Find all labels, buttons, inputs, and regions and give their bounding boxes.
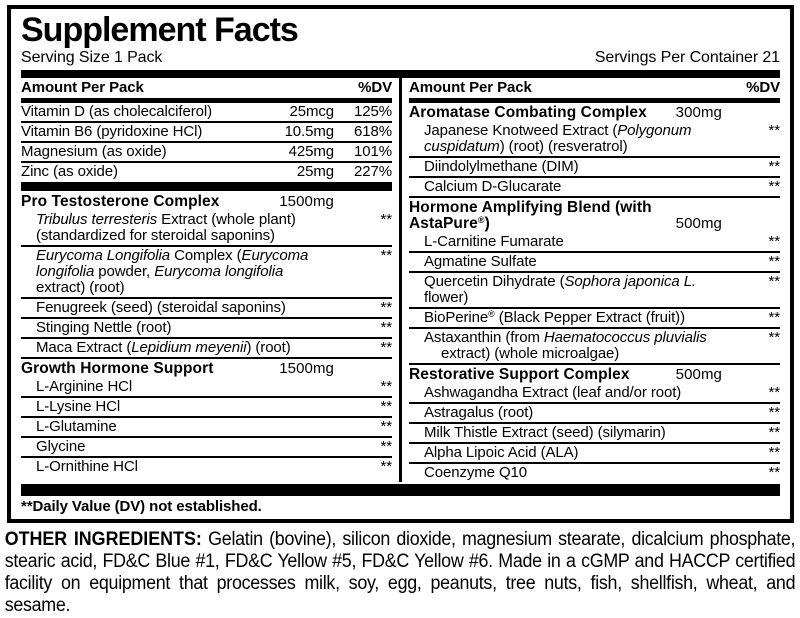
text-segment: Calcium D-Glucarate bbox=[424, 178, 562, 195]
ingredient-row bbox=[409, 327, 780, 363]
ingredient-dv: ** bbox=[380, 211, 392, 228]
text-segment: Pro Testosterone Complex bbox=[21, 193, 220, 210]
text-segment: (Black Pepper Extract (fruit)) bbox=[494, 309, 685, 326]
section-header bbox=[409, 103, 780, 122]
ingredient-row bbox=[21, 436, 392, 456]
ingredient-dv: ** bbox=[768, 444, 780, 461]
panel-title: Supplement Facts bbox=[21, 11, 298, 49]
nutrient-amount: 10.5mg bbox=[284, 123, 334, 140]
text-segment: ) bbox=[484, 215, 490, 232]
text-segment: Vitamin D (as cholecalciferol) bbox=[21, 103, 212, 120]
ingredient-name bbox=[409, 254, 722, 270]
ingredient-dv: ** bbox=[380, 319, 392, 336]
section-amount: 500mg bbox=[675, 215, 722, 232]
ingredient-name bbox=[21, 379, 334, 395]
text-segment: flower) bbox=[424, 289, 469, 306]
ingredient-dv: ** bbox=[768, 273, 780, 290]
serving-size-label: Serving Size 1 Pack bbox=[21, 49, 163, 66]
column-blocks bbox=[21, 103, 392, 476]
text-segment: Complex ( bbox=[170, 247, 242, 264]
nutrient-dv: 618% bbox=[354, 123, 392, 140]
other-ingredients bbox=[0, 529, 800, 617]
ingredient-name bbox=[409, 234, 722, 250]
ingredient-row bbox=[409, 307, 780, 327]
section-amount: 1500mg bbox=[279, 193, 334, 210]
text-segment: extract) (whole microalgae) bbox=[441, 345, 620, 362]
ingredient-row bbox=[21, 416, 392, 436]
section-header bbox=[21, 192, 392, 211]
ingredient-dv: ** bbox=[768, 178, 780, 195]
nutrient-rows bbox=[21, 103, 392, 181]
text-segment: Agmatine Sulfate bbox=[424, 253, 537, 270]
text-segment: L-Lysine HCl bbox=[36, 398, 121, 415]
ingredient-name bbox=[409, 465, 722, 481]
supplement-facts-panel bbox=[7, 5, 794, 523]
column-header-row bbox=[409, 78, 780, 98]
facts-column-left bbox=[21, 78, 392, 482]
ingredient-name bbox=[21, 248, 334, 296]
ingredient-row bbox=[409, 422, 780, 442]
ingredient-row bbox=[409, 156, 780, 176]
dv-footnote: **Daily Value (DV) not established. bbox=[21, 498, 262, 515]
ingredient-name bbox=[409, 385, 722, 401]
ingredient-dv: ** bbox=[380, 398, 392, 415]
supplement-section bbox=[409, 103, 780, 196]
text-segment: Ashwagandha Extract (leaf and/or root) bbox=[424, 384, 682, 401]
nutrient-row bbox=[21, 161, 392, 181]
supplement-section bbox=[21, 357, 392, 476]
section-amount: 300mg bbox=[675, 104, 722, 121]
ingredient-dv: ** bbox=[768, 329, 780, 346]
ingredient-dv: ** bbox=[768, 384, 780, 401]
ingredient-name bbox=[21, 212, 334, 244]
text-segment: Magnesium (as oxide) bbox=[21, 143, 167, 160]
supplement-section bbox=[409, 196, 780, 363]
text-segment: L-Glutamine bbox=[36, 418, 117, 435]
text-segment: Tribulus terresteris bbox=[36, 211, 158, 228]
text-segment: Vitamin B6 (pyridoxine HCl) bbox=[21, 123, 203, 140]
text-segment: Hormone Amplifying Blend (with AstaPure bbox=[409, 199, 652, 232]
text-segment: Astaxanthin (from bbox=[424, 329, 544, 346]
ingredient-dv: ** bbox=[768, 158, 780, 175]
nutrient-dv: 101% bbox=[354, 143, 392, 160]
serving-info-row bbox=[21, 49, 780, 67]
ingredient-row bbox=[21, 396, 392, 416]
ingredient-row bbox=[409, 402, 780, 422]
ingredient-name bbox=[409, 405, 722, 421]
ingredient-dv: ** bbox=[768, 253, 780, 270]
column-header-row bbox=[21, 78, 392, 98]
ingredient-dv: ** bbox=[768, 233, 780, 250]
ingredient-dv: ** bbox=[380, 378, 392, 395]
ingredient-name bbox=[409, 274, 722, 306]
ingredient-name bbox=[409, 123, 722, 155]
text-segment: Extract (whole plant) (standardized for steroidal saponins) bbox=[36, 211, 296, 244]
text-segment: Lepidium meyenii bbox=[131, 339, 247, 356]
nutrient-amount: 25mcg bbox=[289, 103, 334, 120]
ingredient-name bbox=[409, 330, 722, 362]
ingredient-row bbox=[21, 378, 392, 396]
ingredient-row bbox=[409, 122, 780, 156]
section-title bbox=[21, 361, 264, 377]
column-divider bbox=[399, 78, 402, 482]
section-header bbox=[409, 198, 780, 233]
ingredient-name bbox=[409, 445, 722, 461]
text-segment: Zinc (as oxide) bbox=[21, 163, 118, 180]
thick-rule-top bbox=[21, 70, 780, 78]
nutrient-name bbox=[21, 164, 264, 180]
section-title bbox=[21, 194, 264, 210]
ingredient-name bbox=[21, 340, 334, 356]
ingredient-name bbox=[409, 179, 722, 195]
ingredient-row bbox=[21, 245, 392, 297]
ingredient-name bbox=[21, 439, 334, 455]
text-segment: Eurycoma Longifolia bbox=[36, 247, 171, 264]
ingredient-row bbox=[21, 297, 392, 317]
text-segment: Astragalus (root) bbox=[424, 404, 534, 421]
text-segment: Sophora japonica L. bbox=[564, 273, 697, 290]
ingredient-dv: ** bbox=[380, 339, 392, 356]
nutrient-amount: 425mg bbox=[288, 143, 334, 160]
nutrient-name bbox=[21, 124, 264, 140]
amount-per-pack-label: Amount Per Pack bbox=[409, 79, 532, 96]
text-segment: Fenugreek (seed) (steroidal saponins) bbox=[36, 299, 286, 316]
text-segment: Milk Thistle Extract (seed) (silymarin) bbox=[424, 424, 666, 441]
section-title bbox=[409, 200, 652, 232]
ingredient-dv: ** bbox=[380, 299, 392, 316]
text-segment: Quercetin Dihydrate ( bbox=[424, 273, 565, 290]
text-segment: Eurycoma longifolia bbox=[36, 247, 309, 280]
ingredient-row bbox=[21, 456, 392, 476]
ingredient-name bbox=[409, 159, 722, 175]
section-title bbox=[409, 105, 652, 121]
nutrient-name bbox=[21, 104, 264, 120]
ingredient-name bbox=[409, 425, 722, 441]
section-amount: 500mg bbox=[675, 366, 722, 383]
servings-per-container-label: Servings Per Container 21 bbox=[594, 49, 780, 66]
column-blocks bbox=[409, 103, 780, 482]
text-segment: Coenzyme Q10 bbox=[424, 464, 528, 481]
nutrient-row bbox=[21, 141, 392, 161]
ingredient-dv: ** bbox=[380, 458, 392, 475]
ingredient-row bbox=[409, 442, 780, 462]
text-segment: ® bbox=[488, 309, 495, 319]
section-amount: 1500mg bbox=[279, 360, 334, 377]
ingredient-dv: ** bbox=[768, 309, 780, 326]
text-segment: Diindolylmethane (DIM) bbox=[424, 158, 579, 175]
ingredient-row bbox=[409, 233, 780, 251]
ingredient-dv: ** bbox=[380, 438, 392, 455]
ingredient-row bbox=[21, 211, 392, 245]
section-header bbox=[21, 359, 392, 378]
text-segment: Polygonum cuspidatum bbox=[424, 122, 692, 155]
text-segment: ) (root) bbox=[246, 339, 291, 356]
text-segment: L-Arginine HCl bbox=[36, 378, 133, 395]
nutrient-row bbox=[21, 121, 392, 141]
ingredient-row bbox=[409, 251, 780, 271]
thick-rule-bottom bbox=[21, 484, 780, 496]
section-title bbox=[409, 367, 652, 383]
ingredient-name bbox=[21, 320, 334, 336]
text-segment: extract) (root) bbox=[36, 279, 125, 296]
other-ingredients-text: Gelatin (bovine), silicon dioxide, magnesium stearate, dicalcium phosphate, stearic acid, FD&C Blue #1, FD&C Yellow #5, FD&C Yellow #6. Made in a cGMP and HACCP certified facility on equipment that processes milk, soy, egg, peanuts, tree nuts, fish, shellfish, wheat, and sesame. bbox=[4, 529, 796, 616]
ingredient-row bbox=[409, 462, 780, 482]
ingredient-name bbox=[21, 459, 334, 475]
ingredient-dv: ** bbox=[768, 424, 780, 441]
ingredient-row bbox=[409, 176, 780, 196]
supplement-section bbox=[21, 192, 392, 357]
text-segment: Japanese Knotweed Extract ( bbox=[424, 122, 618, 139]
text-segment: L-Ornithine HCl bbox=[36, 458, 138, 475]
ingredient-dv: ** bbox=[768, 464, 780, 481]
ingredient-name bbox=[21, 419, 334, 435]
text-segment: Alpha Lipoic Acid (ALA) bbox=[424, 444, 579, 461]
text-segment: Aromatase Combating Complex bbox=[409, 104, 647, 121]
text-segment: L-Carnitine Fumarate bbox=[424, 233, 564, 250]
text-segment: ® bbox=[477, 215, 485, 225]
other-ingredients-label: OTHER INGREDIENTS: bbox=[4, 529, 202, 550]
text-segment: Glycine bbox=[36, 438, 86, 455]
text-segment: BioPerine bbox=[424, 309, 489, 326]
supplement-section bbox=[409, 363, 780, 482]
ingredient-name bbox=[409, 310, 722, 326]
ingredient-row bbox=[409, 384, 780, 402]
nutrient-name bbox=[21, 144, 264, 160]
ingredient-name bbox=[21, 399, 334, 415]
amount-per-pack-label: Amount Per Pack bbox=[21, 79, 144, 96]
ingredient-row bbox=[409, 271, 780, 307]
text-segment: powder, bbox=[94, 263, 155, 280]
ingredient-dv: ** bbox=[768, 404, 780, 421]
dv-header-label: %DV bbox=[358, 79, 392, 96]
nutrient-amount: 25mg bbox=[296, 163, 334, 180]
nutrient-dv: 125% bbox=[354, 103, 392, 120]
text-segment: Stinging Nettle (root) bbox=[36, 319, 172, 336]
text-segment: Maca Extract ( bbox=[36, 339, 132, 356]
ingredient-row bbox=[21, 317, 392, 337]
ingredient-dv: ** bbox=[380, 418, 392, 435]
facts-columns bbox=[21, 78, 780, 482]
facts-column-right bbox=[409, 78, 780, 482]
ingredient-dv: ** bbox=[380, 247, 392, 264]
text-segment: Restorative Support Complex bbox=[409, 366, 630, 383]
ingredient-row bbox=[21, 337, 392, 357]
nutrient-dv: 227% bbox=[354, 163, 392, 180]
section-header bbox=[409, 365, 780, 384]
text-segment: Growth Hormone Support bbox=[21, 360, 214, 377]
nutrient-row bbox=[21, 103, 392, 121]
section-separator-bar bbox=[21, 182, 392, 191]
ingredient-name bbox=[21, 300, 334, 316]
dv-header-label: %DV bbox=[746, 79, 780, 96]
ingredient-dv: ** bbox=[768, 122, 780, 139]
text-segment: ) (root) (resveratrol) bbox=[499, 138, 628, 155]
text-segment: Haematococcus pluvialis bbox=[543, 329, 707, 346]
text-segment: Eurycoma longifolia bbox=[154, 263, 284, 280]
